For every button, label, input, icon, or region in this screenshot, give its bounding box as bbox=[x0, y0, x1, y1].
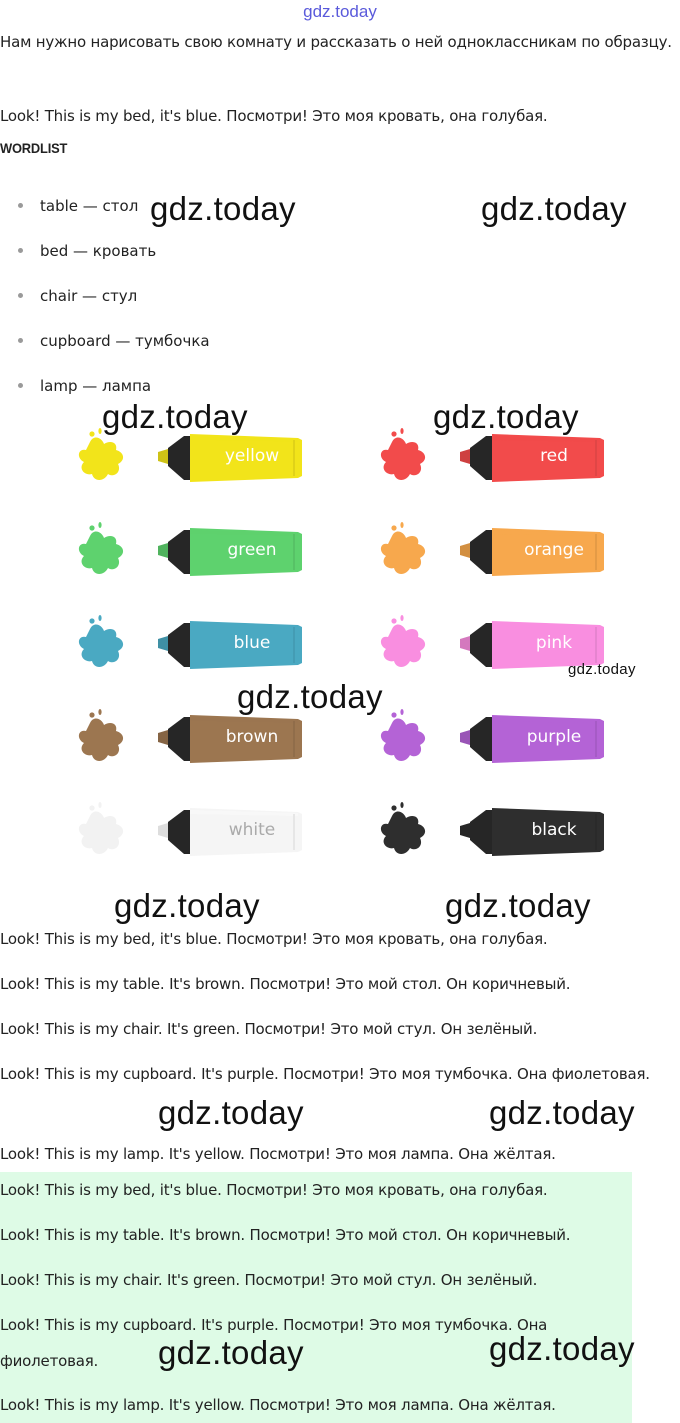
watermark: gdz.today bbox=[158, 1094, 304, 1131]
highlighted-answer-line: Look! This is my bed, it's blue. Посмотри! Это моя кровать, она голубая. bbox=[0, 1181, 548, 1199]
paint-drop bbox=[400, 522, 403, 528]
marker-tip bbox=[460, 449, 470, 464]
bullet-icon bbox=[18, 203, 23, 208]
wordlist-item: cupboard — тумбочка bbox=[18, 329, 210, 353]
color-marker-brown bbox=[72, 709, 312, 769]
paint-splash-icon bbox=[381, 532, 425, 574]
marker-label: brown bbox=[225, 727, 279, 747]
marker-label: purple bbox=[526, 727, 582, 747]
paint-splash-icon bbox=[381, 719, 425, 761]
paint-drop bbox=[391, 525, 396, 530]
bullet-icon bbox=[18, 293, 23, 298]
marker-tip bbox=[158, 730, 168, 745]
paint-drop bbox=[89, 431, 94, 436]
marker-label: yellow bbox=[224, 446, 280, 466]
marker-label: red bbox=[540, 446, 568, 466]
paint-drop bbox=[98, 709, 101, 715]
wordlist-item: table — стол bbox=[18, 194, 138, 218]
bullet-icon bbox=[18, 338, 23, 343]
paint-drop bbox=[98, 615, 101, 621]
color-marker-purple bbox=[374, 709, 614, 769]
paint-drop bbox=[391, 431, 396, 436]
paint-splash-icon bbox=[79, 812, 123, 854]
highlighted-answer-line: Look! This is my lamp. It's yellow. Посмотри! Это моя лампа. Она жёлтая. bbox=[0, 1396, 556, 1414]
marker-tip bbox=[158, 823, 168, 838]
watermark: gdz.today bbox=[568, 661, 636, 678]
marker-tip bbox=[158, 636, 168, 651]
paint-drop bbox=[89, 618, 94, 623]
paint-drop bbox=[391, 712, 396, 717]
marker-tip bbox=[460, 636, 470, 651]
marker-collar bbox=[470, 623, 492, 667]
watermark: gdz.today bbox=[102, 398, 248, 435]
wordlist-item: bed — кровать bbox=[18, 239, 156, 263]
watermark: gdz.today bbox=[489, 1094, 635, 1131]
color-marker-white bbox=[72, 802, 312, 862]
marker-tip bbox=[158, 449, 168, 464]
marker-label: green bbox=[227, 540, 277, 560]
paint-drop bbox=[400, 428, 403, 434]
paint-splash-icon bbox=[79, 532, 123, 574]
color-marker-yellow bbox=[72, 428, 312, 488]
color-marker-pink bbox=[374, 615, 614, 675]
marker-collar bbox=[168, 623, 190, 667]
color-marker-black bbox=[374, 802, 614, 862]
marker-label: pink bbox=[535, 633, 573, 653]
marker-collar bbox=[168, 717, 190, 761]
watermark: gdz.today bbox=[433, 398, 579, 435]
marker-collar bbox=[470, 530, 492, 574]
watermark: gdz.today bbox=[237, 678, 383, 715]
marker-collar bbox=[470, 810, 492, 854]
paint-splash-icon bbox=[79, 719, 123, 761]
marker-tip bbox=[158, 543, 168, 558]
highlighted-answer-line: Look! This is my chair. It's green. Посмотри! Это мой стул. Он зелёный. bbox=[0, 1271, 538, 1289]
watermark: gdz.today bbox=[445, 887, 591, 924]
watermark: gdz.today bbox=[114, 887, 260, 924]
marker-tip bbox=[460, 730, 470, 745]
answer-line: Look! This is my lamp. It's yellow. Посмотри! Это моя лампа. Она жёлтая. bbox=[0, 1145, 556, 1163]
marker-label: blue bbox=[233, 633, 271, 653]
marker-label: orange bbox=[524, 540, 584, 560]
paint-drop bbox=[391, 618, 396, 623]
wordlist-item: lamp — лампа bbox=[18, 374, 151, 398]
marker-tip bbox=[460, 543, 470, 558]
marker-label: white bbox=[228, 820, 276, 840]
answer-line: Look! This is my bed, it's blue. Посмотри! Это моя кровать, она голубая. bbox=[0, 930, 548, 948]
answer-line: Look! This is my table. It's brown. Посмотри! Это мой стол. Он коричневый. bbox=[0, 975, 571, 993]
paint-splash-icon bbox=[79, 438, 123, 480]
color-marker-orange bbox=[374, 522, 614, 582]
color-marker-red bbox=[374, 428, 614, 488]
watermark: gdz.today bbox=[150, 190, 296, 227]
paint-splash-icon bbox=[381, 438, 425, 480]
paint-splash-icon bbox=[381, 625, 425, 667]
paint-splash-icon bbox=[79, 625, 123, 667]
paint-splash-icon bbox=[381, 812, 425, 854]
marker-collar bbox=[470, 717, 492, 761]
marker-collar bbox=[168, 436, 190, 480]
marker-collar bbox=[470, 436, 492, 480]
wordlist-title: WORDLIST bbox=[0, 140, 68, 156]
paint-drop bbox=[89, 712, 94, 717]
intro-text: Нам нужно нарисовать свою комнату и рассказать о ней одноклассникам по образцу. bbox=[0, 33, 672, 51]
paint-drop bbox=[400, 615, 403, 621]
marker-tip bbox=[460, 823, 470, 838]
paint-drop bbox=[98, 428, 101, 434]
paint-drop bbox=[98, 802, 101, 808]
bullet-icon bbox=[18, 248, 23, 253]
watermark: gdz.today bbox=[489, 1330, 635, 1367]
highlighted-answer-line: Look! This is my table. It's brown. Посмотри! Это мой стол. Он коричневый. bbox=[0, 1226, 571, 1244]
answer-line: Look! This is my cupboard. It's purple. Посмотри! Это моя тумбочка. Она фиолетовая. bbox=[0, 1065, 650, 1083]
color-marker-green bbox=[72, 522, 312, 582]
paint-drop bbox=[391, 805, 396, 810]
paint-drop bbox=[98, 522, 101, 528]
marker-label: black bbox=[531, 820, 577, 840]
watermark: gdz.today bbox=[481, 190, 627, 227]
intro-example: Look! This is my bed, it's blue. Посмотри! Это моя кровать, она голубая. bbox=[0, 107, 548, 125]
marker-collar bbox=[168, 530, 190, 574]
paint-drop bbox=[89, 805, 94, 810]
site-logo[interactable]: gdz.today bbox=[303, 2, 377, 21]
wordlist-item: chair — стул bbox=[18, 284, 137, 308]
bullet-icon bbox=[18, 383, 23, 388]
paint-drop bbox=[400, 709, 403, 715]
paint-drop bbox=[89, 525, 94, 530]
watermark: gdz.today bbox=[158, 1334, 304, 1371]
highlighted-answer-line: Look! This is my cupboard. It's purple. Посмотри! Это моя тумбочка. Она фиолетовая. bbox=[0, 1316, 548, 1370]
marker-collar bbox=[168, 810, 190, 854]
color-marker-blue bbox=[72, 615, 312, 675]
highlighted-answer-block bbox=[0, 1172, 632, 1423]
paint-drop bbox=[400, 802, 403, 808]
answer-line: Look! This is my chair. It's green. Посмотри! Это мой стул. Он зелёный. bbox=[0, 1020, 538, 1038]
